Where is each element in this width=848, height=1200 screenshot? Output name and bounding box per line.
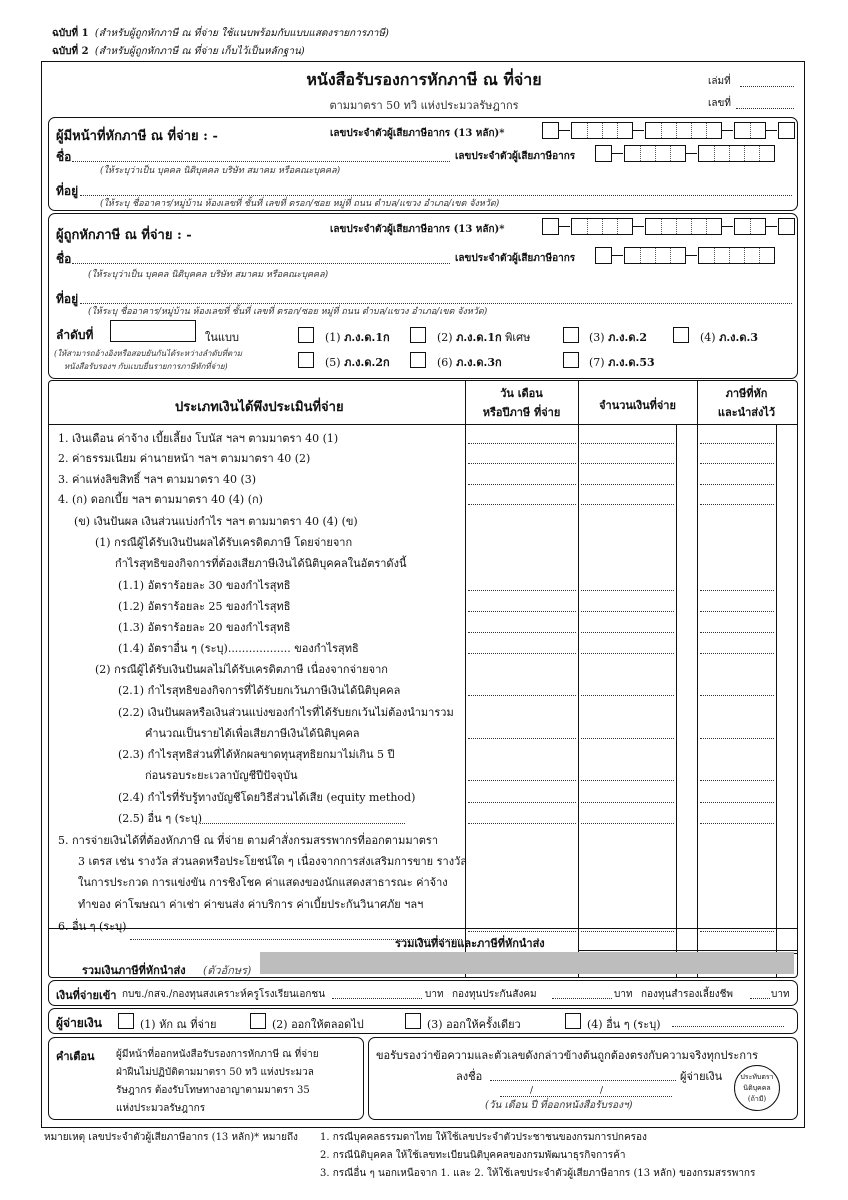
amount-field[interactable] [700, 463, 774, 464]
form-subtitle: ตามมาตรา 50 ทวิ แห่งประมวลรัษฎากร [329, 99, 519, 112]
form-checkbox-6[interactable] [410, 352, 426, 368]
tin-digit-group[interactable] [698, 145, 775, 162]
payee-name-label: ชื่อ [56, 252, 72, 266]
income-row-label: (2.5) อื่น ๆ (ระบุ) [118, 812, 202, 825]
fund-baht-1: บาท [425, 989, 444, 1000]
seq-label: ลำดับที่ [56, 328, 94, 342]
certify-text: ขอรับรองว่าข้อความและตัวเลขดังกล่าวข้างต้นถูกต้องตรงกับความจริงทุกประการ [376, 1049, 759, 1062]
fund-pvd-label: กองทุนสำรองเลี้ยงชีพ [641, 989, 734, 1000]
date-hint: (วัน เดือน ปี ที่ออกหนังสือรับรองฯ) [485, 1100, 633, 1111]
form-checkbox-4[interactable] [673, 327, 689, 343]
fund-pvd-field[interactable] [750, 998, 770, 999]
seal-line-1: ประทับตรา [740, 1073, 774, 1081]
col-divider-satang-2 [776, 424, 777, 977]
fund-label: เงินที่จ่ายเข้า [56, 989, 117, 1002]
income-row-label: ทำของ ค่าโฆษณา ค่าเช่า ค่าขนส่ง ค่าบริการ ค่าเบี้ยประกันวินาศภัย ฯลฯ [78, 898, 424, 911]
seq-hint-1: (ให้สามารถอ้างอิงหรือสอบยันกันได้ระหว่างลำดับที่ตาม [54, 349, 242, 358]
tin-dash [558, 226, 570, 227]
amount-field[interactable] [581, 484, 674, 485]
table-header-divider [49, 424, 797, 425]
fund-baht-2: บาท [614, 989, 633, 1000]
amount-field[interactable] [581, 463, 674, 464]
tin-dash [721, 226, 733, 227]
col-amount: จำนวนเงินที่จ่าย [599, 399, 676, 412]
form-checkbox-7[interactable] [563, 352, 579, 368]
amount-field[interactable] [700, 738, 774, 739]
amount-field[interactable] [581, 653, 674, 654]
tin-digit-group[interactable] [571, 218, 633, 235]
income-row-label: (2.3) กำไรสุทธิส่วนที่ได้หักผลขาดทุนสุทธิยกมาไม่เกิน 5 ปี [118, 748, 395, 761]
seq-hint-2: หนังสือรับรองฯ กับแบบยื่นรายการภาษีหักที่จ่าย) [64, 362, 228, 371]
payee-name-field[interactable] [72, 263, 450, 264]
payer-name-field[interactable] [72, 161, 450, 162]
warning-line-3: รัษฎากร ต้องรับโทษทางอาญาตามมาตรา 35 [116, 1085, 310, 1096]
amount-field[interactable] [700, 823, 774, 824]
warning-line-2: ฝ่าฝืนไม่ปฏิบัติตามมาตรา 50 ทวิ แห่งประมวล [116, 1067, 314, 1078]
col-tax-line1: ภาษีที่หัก [725, 387, 768, 400]
income-row-label: 3. ค่าแห่งลิขสิทธิ์ ฯลฯ ตามมาตรา 40 (3) [58, 473, 257, 486]
seq-in-label: ในแบบ [205, 331, 239, 344]
note-3: 3. กรณีอื่น ๆ นอกเหนือจาก 1. และ 2. ให้ใช้เลขประจำตัวผู้เสียภาษีอากร (13 หลัก) ของกรมสรรพากร [320, 1168, 756, 1179]
amount-field[interactable] [581, 443, 674, 444]
income-row-label: (ข) เงินปันผล เงินส่วนแบ่งกำไร ฯลฯ ตามมาตรา 40 (4) (ข) [74, 515, 358, 528]
income-row-label: 3 เตรส เช่น รางวัล ส่วนลดหรือประโยชน์ใด ๆ เนื่องจากการส่งเสริมการขาย รางวัล [78, 855, 468, 868]
date-slash-1: / [530, 1086, 534, 1096]
tin-dash [558, 130, 570, 131]
payer-options-label: ผู้จ่ายเงิน [56, 1016, 102, 1030]
fund-baht-3: บาท [771, 989, 790, 1000]
col-income-type: ประเภทเงินได้พึงประเมินที่จ่าย [175, 400, 344, 415]
amount-field[interactable] [581, 780, 674, 781]
tin-dash [765, 130, 777, 131]
amount-field[interactable] [581, 823, 674, 824]
tin-digit-group[interactable] [624, 145, 686, 162]
form-checkbox-1[interactable] [298, 327, 314, 343]
amount-field[interactable] [468, 695, 576, 696]
amount-field[interactable] [700, 695, 774, 696]
amount-field[interactable] [700, 653, 774, 654]
amount-field[interactable] [581, 504, 674, 505]
payer-opt-4-field[interactable] [672, 1026, 784, 1027]
income-row-label: (1.4) อัตราอื่น ๆ (ระบุ).................. ของกำไรสุทธิ [118, 642, 359, 655]
payer-opt-checkbox-4[interactable] [565, 1013, 581, 1029]
tin-digit-group[interactable] [645, 122, 722, 139]
col-divider-2 [578, 380, 579, 977]
amount-field[interactable] [581, 590, 674, 591]
income-row-label: (1.2) อัตราร้อยละ 25 ของกำไรสุทธิ [118, 600, 291, 613]
payer-addr-hint: (ให้ระบุ ชื่ออาคาร/หมู่บ้าน ห้องเลขที่ ชั้นที่ เลขที่ ตรอก/ซอย หมู่ที่ ถนน ตำบล/แขวง อำเภอ/เขต จังหวัด) [100, 199, 500, 209]
amount-field[interactable] [700, 931, 774, 932]
form-checkbox-2[interactable] [410, 327, 426, 343]
income-row-label: กำไรสุทธิของกิจการที่ต้องเสียภาษีเงินได้นิติบุคคลในอัตราดังนี้ [115, 557, 407, 570]
income-row-label: 2. ค่าธรรมเนียม ค่านายหน้า ฯลฯ ตามมาตรา 40 (2) [58, 452, 311, 465]
amount-field[interactable] [468, 611, 576, 612]
amount-field[interactable] [468, 632, 576, 633]
tin-digit-group[interactable] [595, 145, 612, 162]
payer-name-hint: (ให้ระบุว่าเป็น บุคคล นิติบุคคล บริษัท สมาคม หรือคณะบุคคล) [100, 166, 341, 176]
seal-line-2: นิติบุคคล [743, 1084, 771, 1092]
fund-gpf-field[interactable] [332, 998, 422, 999]
total-words-hint: (ตัวอักษร) [203, 964, 252, 977]
tin-dash [685, 255, 697, 256]
amount-field[interactable] [700, 504, 774, 505]
amount-field[interactable] [468, 443, 576, 444]
payee-name-hint: (ให้ระบุว่าเป็น บุคคล นิติบุคคล บริษัท สมาคม หรือคณะบุคคล) [88, 270, 329, 280]
tin-dash [721, 130, 733, 131]
amount-field[interactable] [468, 653, 576, 654]
amount-field[interactable] [581, 738, 674, 739]
amount-field[interactable] [700, 802, 774, 803]
form-option-6: (6) ภ.ง.ด.3ก [437, 356, 502, 369]
income-row-label: 1. เงินเดือน ค่าจ้าง เบี้ยเลี้ยง โบนัส ฯลฯ ตามมาตรา 40 (1) [58, 432, 339, 445]
tin-dash [685, 153, 697, 154]
amount-field[interactable] [468, 931, 576, 932]
amount-field[interactable] [468, 590, 576, 591]
seal-line-3: (ถ้ามี) [747, 1095, 767, 1103]
payer-tin13-label: เลขประจำตัวผู้เสียภาษีอากร (13 หลัก)* [330, 128, 505, 139]
payer-opt-checkbox-2[interactable] [250, 1013, 266, 1029]
specify-field[interactable] [200, 823, 405, 824]
form-option-7: (7) ภ.ง.ด.53 [589, 356, 655, 369]
form-option-3: (3) ภ.ง.ด.2 [589, 331, 648, 344]
col-divider-1 [465, 380, 466, 977]
note-2: 2. กรณีนิติบุคคล ให้ใช้เลขทะเบียนนิติบุคคลของกรมพัฒนาธุรกิจการค้า [320, 1150, 626, 1161]
form-option-4: (4) ภ.ง.ด.3 [700, 331, 759, 344]
form-checkbox-3[interactable] [563, 327, 579, 343]
note-1: 1. กรณีบุคคลธรรมดาไทย ให้ใช้เลขประจำตัวประชาชนของกรมการปกครอง [320, 1132, 647, 1143]
tin-digit-group[interactable] [734, 218, 766, 235]
payer-opt-3: (3) ออกให้ครั้งเดียว [427, 1018, 521, 1031]
amount-field[interactable] [468, 463, 576, 464]
payer-tin-label: เลขประจำตัวผู้เสียภาษีอากร [455, 151, 576, 162]
tin-digit-group[interactable] [778, 218, 795, 235]
income-row-label: (2.2) เงินปันผลหรือเงินส่วนแบ่งของกำไรที่ได้รับยกเว้นไม่ต้องนำมารวม [118, 706, 454, 719]
tin-digit-group[interactable] [778, 122, 795, 139]
amount-field[interactable] [468, 504, 576, 505]
book-no-label: เล่มที่ [708, 76, 731, 87]
amount-field[interactable] [468, 484, 576, 485]
amount-field[interactable] [468, 802, 576, 803]
income-row-label: (1.1) อัตราร้อยละ 30 ของกำไรสุทธิ [118, 579, 291, 592]
copy-1: ฉบับที่ 1 (สำหรับผู้ถูกหักภาษี ณ ที่จ่าย ใช้แนบพร้อมกับแบบแสดงรายการภาษี) [52, 28, 389, 39]
payer-addr-label: ที่อยู่ [56, 184, 79, 198]
total-underline-1 [578, 950, 797, 951]
col-tax-line2: และนำส่งไว้ [717, 406, 776, 419]
tin-dash [632, 130, 644, 131]
payer-opt-checkbox-3[interactable] [405, 1013, 421, 1029]
copy-2: ฉบับที่ 2 (สำหรับผู้ถูกหักภาษี ณ ที่จ่าย เก็บไว้เป็นหลักฐาน) [52, 46, 305, 57]
income-row-label: (2.1) กำไรสุทธิของกิจการที่ได้รับยกเว้นภาษีเงินได้นิติบุคคล [118, 684, 401, 697]
payee-addr-label: ที่อยู่ [56, 292, 79, 306]
payee-tin13-label: เลขประจำตัวผู้เสียภาษีอากร (13 หลัก)* [330, 224, 505, 235]
amount-field[interactable] [700, 611, 774, 612]
income-row-label: (2) กรณีผู้ได้รับเงินปันผลไม่ได้รับเครดิตภาษี เนื่องจากจ่ายจาก [95, 663, 388, 676]
fund-sso-label: กองทุนประกันสังคม [452, 989, 537, 1000]
payee-tin-label: เลขประจำตัวผู้เสียภาษีอากร [455, 253, 576, 264]
income-row-label: คำนวณเป็นรายได้เพื่อเสียภาษีเงินได้นิติบุคคล [145, 727, 360, 740]
amount-field[interactable] [468, 738, 576, 739]
payer-name-label: ชื่อ [56, 150, 72, 164]
amount-field[interactable] [700, 632, 774, 633]
amount-field[interactable] [581, 931, 674, 932]
doc-no-field[interactable] [736, 108, 794, 109]
tin-digit-group[interactable] [542, 122, 559, 139]
tin-digit-group[interactable] [624, 247, 686, 264]
col-divider-satang-1 [676, 424, 677, 977]
payer-opt-checkbox-1[interactable] [118, 1013, 134, 1029]
amount-field[interactable] [700, 780, 774, 781]
col-date-line2: หรือปีภาษี ที่จ่าย [482, 406, 561, 419]
tin-dash [611, 153, 623, 154]
amount-field[interactable] [468, 780, 576, 781]
income-row-label: (1) กรณีผู้ได้รับเงินปันผลได้รับเครดิตภาษี โดยจ่ายจาก [95, 536, 353, 549]
amount-field[interactable] [468, 823, 576, 824]
amount-field[interactable] [700, 590, 774, 591]
tin-dash [611, 255, 623, 256]
form-title: หนังสือรับรองการหักภาษี ณ ที่จ่าย [306, 70, 542, 89]
warning-label: คำเตือน [56, 1050, 95, 1063]
notes-label: หมายเหตุ เลขประจำตัวผู้เสียภาษีอากร (13 หลัก)* หมายถึง [44, 1132, 298, 1143]
amount-field[interactable] [700, 443, 774, 444]
form-option-1: (1) ภ.ง.ด.1ก [325, 331, 390, 344]
payer-opt-4: (4) อื่น ๆ (ระบุ) [587, 1018, 661, 1031]
tin-digit-group[interactable] [734, 122, 766, 139]
income-row-label: 5. การจ่ายเงินได้ที่ต้องหักภาษี ณ ที่จ่าย ตามคำสั่งกรมสรรพากรที่ออกตามมาตรา [58, 834, 438, 847]
income-row-label: (2.4) กำไรที่รับรู้ทางบัญชีโดยวิธีส่วนได้เสีย (equity method) [118, 791, 416, 804]
income-row-label: ก่อนรอบระยะเวลาบัญชีปีปัจจุบัน [145, 769, 298, 782]
issue-date-field[interactable] [500, 1096, 672, 1097]
amount-field[interactable] [581, 632, 674, 633]
income-row-label: 6. อื่น ๆ (ระบุ) [58, 920, 127, 933]
payer-opt-2: (2) ออกให้ตลอดไป [272, 1018, 364, 1031]
tin-digit-group[interactable] [542, 218, 559, 235]
total-words-field[interactable] [260, 952, 794, 974]
total-label: รวมเงินที่จ่ายและภาษีที่หักนำส่ง [395, 937, 545, 950]
col-divider-3 [697, 380, 698, 977]
payee-addr-hint: (ให้ระบุ ชื่ออาคาร/หมู่บ้าน ห้องเลขที่ ชั้นที่ เลขที่ ตรอก/ซอย หมู่ที่ ถนน ตำบล/แขวง อำเภอ/เขต จังหวัด) [88, 307, 488, 317]
amount-field[interactable] [581, 611, 674, 612]
fund-sso-field[interactable] [552, 998, 612, 999]
tin-digit-group[interactable] [645, 218, 722, 235]
payer-sign-label: ผู้จ่ายเงิน [680, 1070, 723, 1083]
date-slash-2: / [600, 1086, 604, 1096]
amount-field[interactable] [700, 484, 774, 485]
income-row-label: 4. (ก) ดอกเบี้ย ฯลฯ ตามมาตรา 40 (4) (ก) [58, 493, 263, 506]
total-words-label: รวมเงินภาษีที่หักนำส่ง [82, 964, 186, 977]
fund-gpf-label: กบข./กสจ./กองทุนสงเคราะห์ครูโรงเรียนเอกชน [122, 989, 326, 1000]
doc-no-label: เลขที่ [708, 98, 731, 109]
tin-dash [765, 226, 777, 227]
seq-input[interactable] [110, 320, 196, 342]
tin-digit-group[interactable] [698, 247, 775, 264]
sign-label: ลงชื่อ [456, 1070, 483, 1083]
warning-line-1: ผู้มีหน้าที่ออกหนังสือรับรองการหักภาษี ณ ที่จ่าย [116, 1049, 319, 1060]
book-no-field[interactable] [740, 86, 794, 87]
payer-heading: ผู้มีหน้าที่หักภาษี ณ ที่จ่าย : - [56, 129, 218, 144]
payee-heading: ผู้ถูกหักภาษี ณ ที่จ่าย : - [56, 228, 192, 243]
payer-opt-1: (1) หัก ณ ที่จ่าย [140, 1018, 217, 1031]
tin-digit-group[interactable] [571, 122, 633, 139]
col-date-line1: วัน เดือน [500, 387, 543, 400]
amount-field[interactable] [581, 802, 674, 803]
income-row-label: (1.3) อัตราร้อยละ 20 ของกำไรสุทธิ [118, 621, 291, 634]
tin-dash [632, 226, 644, 227]
income-row-label: ในการประกวด การแข่งขัน การชิงโชค ค่าแสดงของนักแสดงสาธารณะ ค่าจ้าง [78, 876, 448, 889]
form-option-5: (5) ภ.ง.ด.2ก [325, 356, 390, 369]
warning-line-4: แห่งประมวลรัษฎากร [116, 1103, 206, 1114]
total-divider [49, 928, 797, 929]
form-option-2: (2) ภ.ง.ด.1ก พิเศษ [437, 331, 531, 344]
tin-digit-group[interactable] [595, 247, 612, 264]
amount-field[interactable] [581, 695, 674, 696]
signature-field[interactable] [490, 1080, 676, 1081]
form-checkbox-5[interactable] [298, 352, 314, 368]
